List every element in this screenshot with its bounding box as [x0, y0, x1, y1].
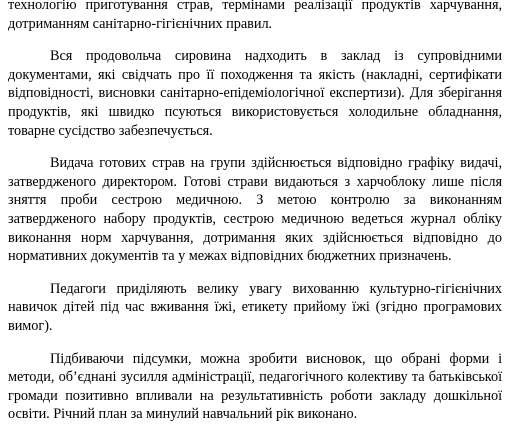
paragraph-food-supply: Вся продовольча сировина надходить в заклад із супровідними документами, які свідчать про її походження та якість (накладні, сертифікати відповідності, висновки санітарно-епідеміологічної експертизи). Для зберігання продуктів, які швидко псуються використовується холодильне обладнання, товарне сусідство забезпечується.	[8, 48, 502, 139]
paragraph-continuation: технологію приготування страв, термінами реалізації продуктів харчування, дотриманням санітарно-гігієнічних правил.	[8, 0, 502, 32]
paragraph-meal-distribution: Видача готових страв на групи здійснюється відповідно графіку видачі, затвердженого директором. Готові страви видаються з харчоблоку лише після зняття проби сестрою медичною. З метою контролю за виконанням затвердженого набору продуктів, сестрою медичною ведеться журнал обліку виконання норм харчування, дотримання яких здійснюється відповідно до нормативних документів та у межах відповідних бюджетних призначень.	[8, 155, 502, 265]
paragraph-hygiene-skills: Педагоги приділяють велику увагу вихованню культурно-гігієнічних навичок дітей під час вживання їжі, етикету прийому їжі (згідно програмових вимог).	[8, 280, 502, 334]
paragraph-conclusion: Підбиваючи підсумки, можна зробити висновок, що обрані форми і методи, об’єднані зусилля адміністрації, педагогічного колективу та батьківської громади позитивно впливали на результативність роботи закладу дошкільної освіти. Річний план за минулий навчальний рік виконано.	[8, 350, 502, 423]
